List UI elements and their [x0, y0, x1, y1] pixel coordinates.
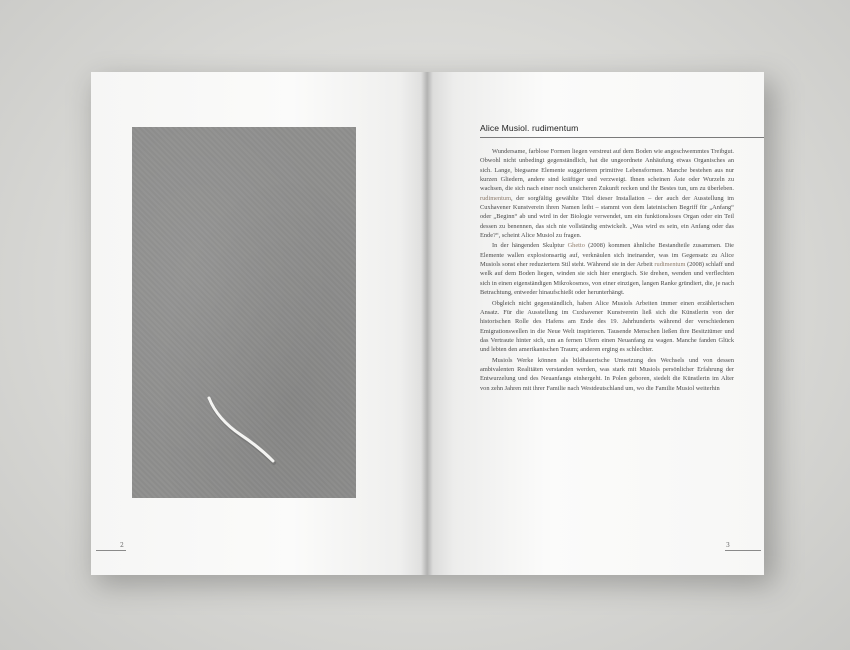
- right-page-number-rule: [725, 550, 761, 551]
- white-twig-sculpture: [132, 127, 356, 498]
- body-paragraph: [480, 147, 734, 240]
- right-page-number: 3: [726, 542, 730, 549]
- text-run: In der hängenden Skulptur: [492, 242, 568, 250]
- artwork-title: rudimentum: [654, 261, 686, 269]
- artwork-photo: [132, 127, 356, 498]
- text-run: (2008) schlaff und welk auf dem Boden liegen, winden sie sich hier energisch. Sie drehen, wenden und verflechten sich in einen eigenständigen Mikrokosmos, von einer einzigen, langen Ranke gründiert, die, je nach Betrachtung, entweder hinaufschießt oder herunterhängt.: [480, 261, 734, 297]
- chapter-title-rule: [480, 137, 764, 138]
- text-run: Wundersame, farblose Formen liegen verstreut auf dem Boden wie angeschwemmtes Treibgut. Obwohl nicht unbedingt gegenständlich, hat die ungeordnete Anhäufung etwas Organisches an sich. Lange, biegsame Elemente suggerieren primitive Lebensformen. Manche bestehen aus nur kurzen Gliedern, andere sind kräftiger und verzweigt. Ihnen scheinen Äste oder Wurzeln zu wachsen, die sich nach einer noch unsicheren Zukunft recken und ihr Bestes tun, um zu überleben.: [480, 148, 734, 193]
- text-run: (2008) kommen ähnliche Bestandteile zusammen. Die Elemente wallen explosionsartig auf, verknäulen sich ineinander, was im Gegensatz zu Alice Musiols sonst eher reduziertem Stil steht. Während sie in der Arbeit: [480, 242, 734, 269]
- right-page: [427, 72, 764, 575]
- artwork-title: Ghetto: [567, 242, 585, 250]
- body-text: [480, 147, 734, 393]
- text-run: , der sorgfältig gewählte Titel dieser Installation – der auch der Ausstellung im Cuxhavener Kunstverein ihren Namen leiht – stammt von dem lateinischen Begriff für „Anfang“ oder „Beginn“ ab und wird in der Biologie verwendet, um ein funktionsloses Organ oder ein Teil dessen zu benennen, das sich nie vollständig entwickelt. „Was wird es sein, ein Anfang oder das Ende?“, scheint Alice Musiol zu fragen.: [480, 194, 734, 240]
- left-page-number-rule: [96, 550, 126, 551]
- artwork-title: rudimentum: [480, 194, 512, 202]
- text-run: Obgleich nicht gegenständlich, haben Alice Musiols Arbeiten immer einen erzählerischen Ansatz. Für die Ausstellung im Cuxhavener Kunstverein ließ sich die Künstlerin von der historischen Rolle des Hafens am Ende des 19. Jahrhunderts während der verschiedenen Emigrationswellen in die Neue Welt inspirieren. Tausende Menschen ließen ihre Besitztümer und das Vertraute hinter sich, um an fernen Ufern einen Neuanfang zu wagen. Manche fanden Glück und lebten den amerikanischen Traum; anderen erging es schlechter.: [480, 299, 734, 354]
- book-gutter: [421, 72, 433, 575]
- body-paragraph: [480, 241, 734, 297]
- left-page-number: 2: [120, 542, 124, 549]
- text-run: Musiols Werke können als bildhauerische Umsetzung des Wechsels und von dessen ambivalenten Realitäten verstanden werden, was stark mit Musiols persönlicher Erfahrung der Entwurzelung und des Neuanfangs einhergeht. In Polen geboren, siedelt die Künstlerin im Alter von zehn Jahren mit ihrer Familie nach Westdeutschland um, wo die Familie Musiol weiterhin: [480, 356, 734, 392]
- chapter-title: Alice Musiol. rudimentum: [480, 123, 579, 133]
- body-paragraph: [480, 356, 734, 393]
- left-page: [91, 72, 427, 575]
- body-paragraph: [480, 299, 734, 355]
